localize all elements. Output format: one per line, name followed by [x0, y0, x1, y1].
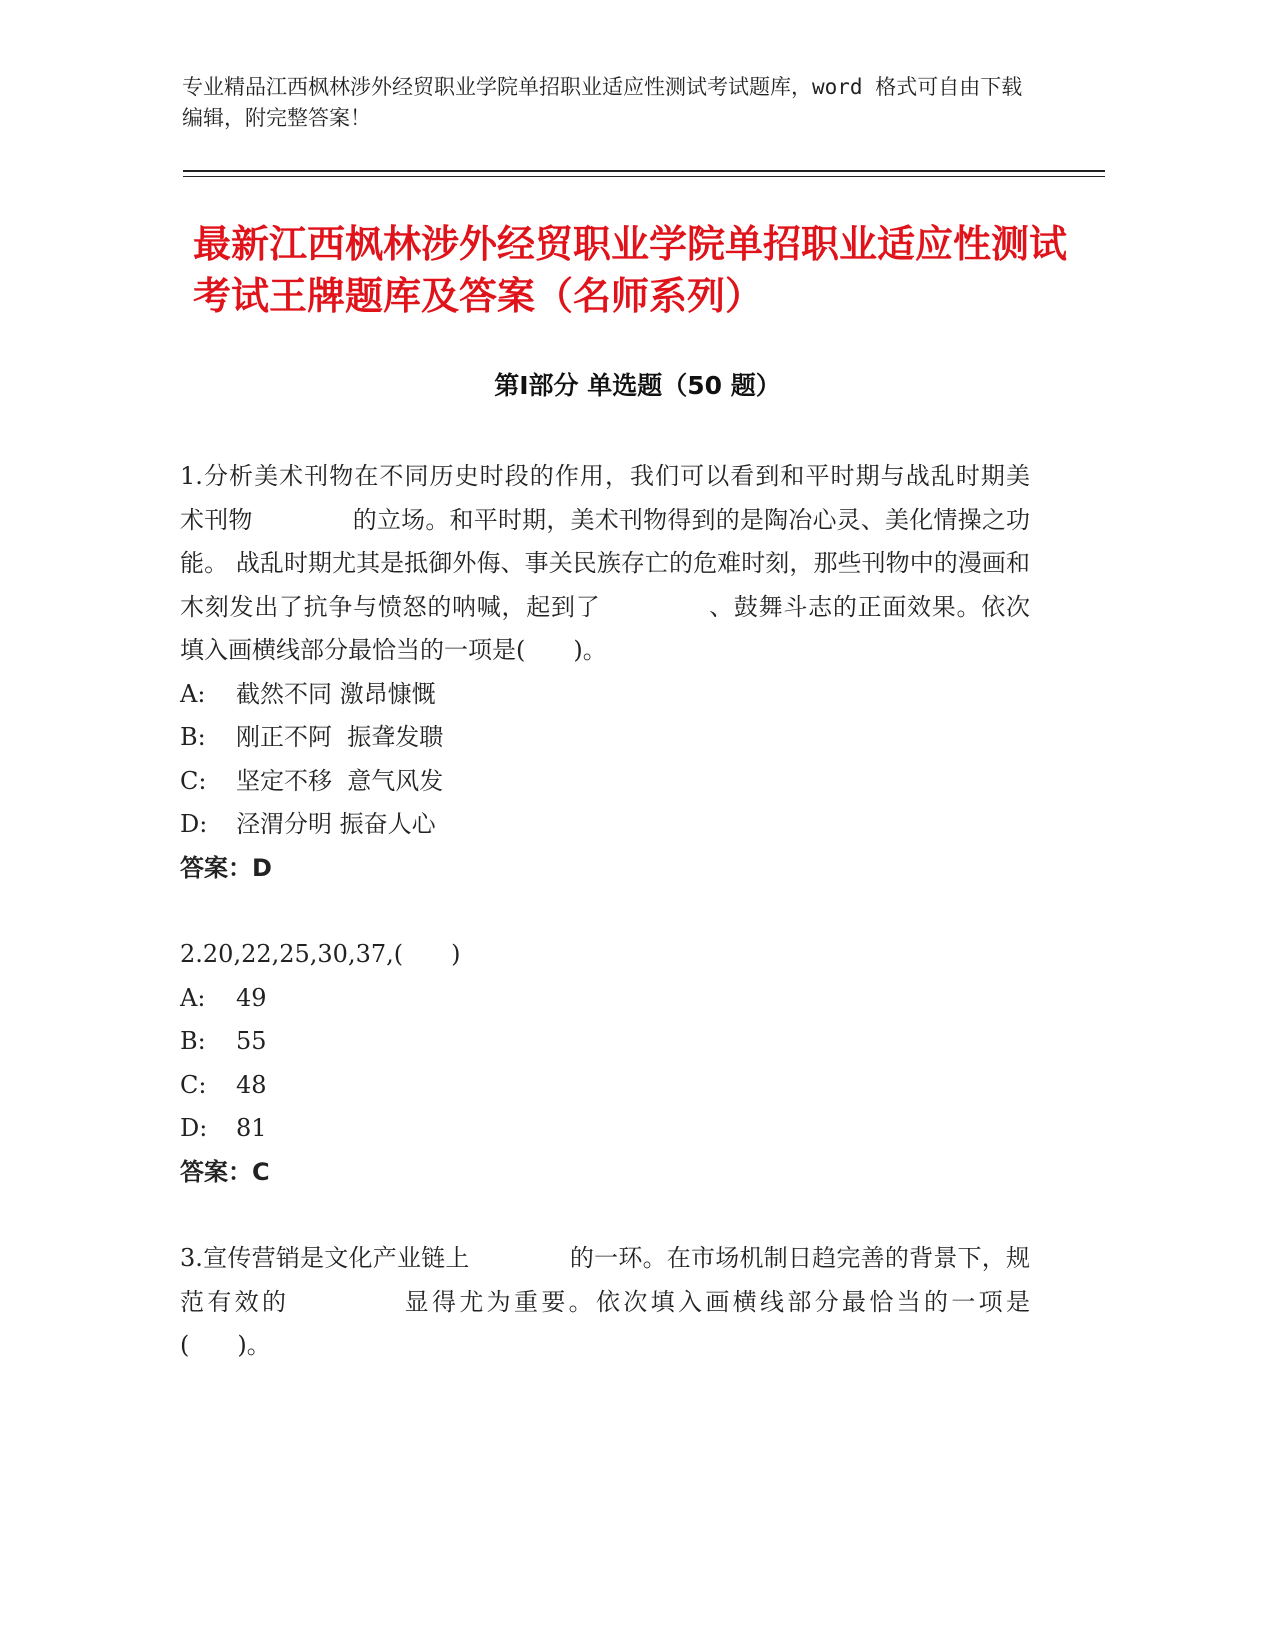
question-spacer [180, 890, 1030, 933]
option-a [180, 977, 1030, 1021]
option-b [180, 1020, 1030, 1064]
option-text: 55 [236, 1027, 267, 1055]
header-rule-thick [183, 170, 1105, 172]
option-letter: A: [180, 679, 206, 708]
header-note: 专业精品江西枫林涉外经贸职业学院单招职业适应性测试考试题库，word 格式可自由下载编辑，附完整答案！ [182, 75, 1023, 130]
option-d [180, 1107, 1030, 1151]
answer-line: 答案：D [180, 853, 272, 882]
option-text: 81 [236, 1114, 267, 1142]
option-c [180, 760, 1030, 804]
option-text: 48 [236, 1070, 267, 1099]
question-stem: 1.分析美术刊物在不同历史时段的作用，我们可以看到和平时期与战乱时期美 术刊物 的立场。和平时期，美术刊物得到的是陶冶心灵、美化情操之功能。 战乱时期尤其是抵御外侮、事关民族存亡的危难时刻，那些刊物中的漫画和木刻发出了抗争与愤怒的呐喊，起到了 、鼓舞斗志的正面效果。依次填入画横线部分最恰当的一项是( )。 [180, 462, 1054, 664]
option-letter: A: [180, 983, 206, 1012]
option-text: 49 [236, 983, 267, 1012]
answer-line: 答案：C [180, 1157, 270, 1186]
option-text: 泾渭分明 振奋人心 [236, 810, 436, 838]
section-title: 第Ⅰ部分 单选题（50 题） [494, 371, 781, 400]
question-stem: 3.宣传营销是文化产业链上 的一环。在市场机制日趋完善的背景下，规范有效的 显得尤为重要。依次填入画横线部分最恰当的一项是( )。 [180, 1244, 1031, 1359]
header-rule-thin [183, 176, 1105, 177]
option-text: 刚正不阿 振聋发聩 [236, 723, 444, 751]
option-c [180, 1064, 1030, 1108]
option-letter: C: [180, 766, 207, 795]
question-1 [180, 455, 1054, 890]
option-letter: D: [180, 810, 208, 838]
question-3 [180, 1237, 1030, 1368]
option-b [180, 716, 1030, 760]
option-letter: B: [180, 723, 206, 751]
option-d [180, 803, 1030, 847]
question-spacer [180, 1194, 1030, 1237]
document-title: 最新江西枫林涉外经贸职业学院单招职业适应性测试考试王牌题库及答案（名师系列） [193, 222, 1068, 318]
option-text: 坚定不移 意气风发 [236, 766, 444, 795]
question-2 [180, 933, 1030, 1194]
option-letter: C: [180, 1070, 207, 1099]
question-list [180, 455, 1054, 1368]
option-letter: B: [180, 1027, 206, 1055]
question-stem: 2.20,22,25,30,37,( ) [180, 940, 461, 968]
option-text: 截然不同 激昂慷慨 [236, 679, 436, 708]
option-letter: D: [180, 1114, 208, 1142]
option-a [180, 673, 1030, 717]
